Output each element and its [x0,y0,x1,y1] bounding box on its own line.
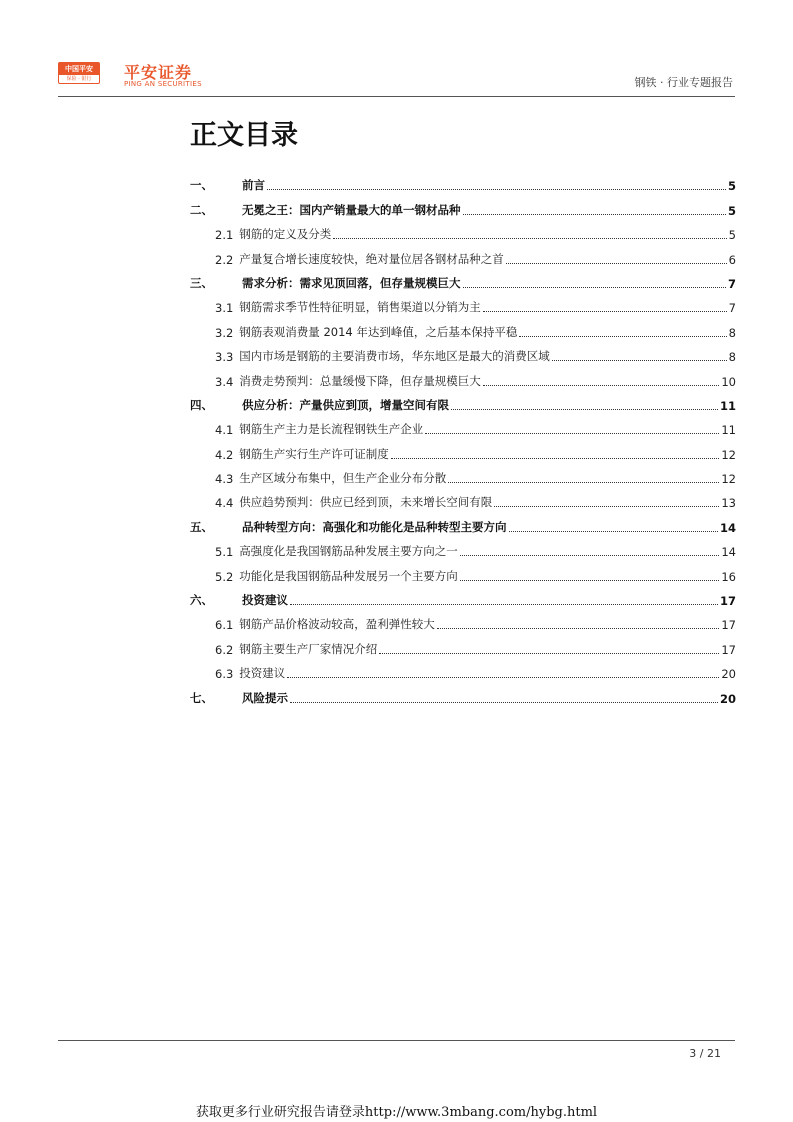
toc-entry-page: 17 [719,594,736,609]
toc-entry-title: 生产区域分布集中，但生产企业分布分散 [239,471,447,486]
toc-entry-page: 5 [727,203,736,218]
toc-leader-dots [483,311,727,312]
toc-entry-number: 五、 [190,519,213,534]
toc-entry-number: 六、 [190,593,213,608]
toc-entry-number: 七、 [190,690,213,705]
toc-entry-page: 11 [721,423,736,438]
toc-leader-dots [460,555,720,556]
toc-entry[interactable] [190,535,736,559]
page-header [58,58,735,96]
toc-entry-number: 3.3 [215,350,234,365]
bottom-promo-note: 获取更多行业研究报告请登录http://www.3mbang.com/hybg.html [195,1105,598,1120]
toc-entry-number: 4.3 [215,472,234,487]
toc-leader-dots [460,580,720,581]
toc-leader-dots [267,189,726,190]
toc-entry-title: 品种转型方向：高强化和功能化是品种转型主要方向 [242,519,507,534]
toc-entry-page: 14 [719,520,736,535]
toc-entry[interactable] [190,681,736,705]
brand-name-cn: 平安证券 [124,63,193,82]
toc-entry-title: 功能化是我国钢筋品种发展另一个主要方向 [239,568,458,583]
toc-entry-title: 投资建议 [239,666,286,681]
toc-entry[interactable] [190,169,736,193]
toc-entry-title: 钢筋产品价格波动较高，盈利弹性较大 [239,617,435,632]
toc-leader-dots [425,433,719,434]
toc-leader-dots [506,263,727,264]
toc-entry-title: 投资建议 [242,593,288,608]
toc-entry-page: 6 [728,252,736,267]
toc-leader-dots [379,653,719,654]
toc-entry-number: 5.1 [215,545,234,560]
toc-entry-title: 消费走势预判：总量缓慢下降，但存量规模巨大 [239,373,481,388]
toc-entry-number: 4.2 [215,447,234,462]
toc-leader-dots [290,604,718,605]
toc-entry-page: 14 [721,545,736,560]
toc-entry-number: 二、 [190,202,213,217]
toc-entry-title: 供应分析：产量供应到顶，增量空间有限 [242,397,449,412]
toc-entry-page: 11 [719,398,736,413]
header-divider [58,96,735,97]
toc-entry[interactable] [190,437,736,461]
toc-entry-page: 20 [721,667,736,682]
toc-entry-number: 6.3 [215,667,234,682]
toc-entry-title: 风险提示 [242,690,288,705]
toc-entry[interactable] [190,608,736,632]
toc-leader-dots [463,214,726,215]
toc-entry-title: 钢筋生产主力是长流程钢铁生产企业 [239,422,424,437]
toc-entry[interactable] [190,291,736,315]
toc-entry-title: 产量复合增长速度较快，绝对量位居各钢材品种之首 [239,251,504,266]
toc-leader-dots [448,482,719,483]
toc-entry-number: 3.4 [215,374,234,389]
toc-leader-dots [290,702,718,703]
toc-entry[interactable] [190,632,736,656]
toc-entry-number: 4.1 [215,423,234,438]
toc-entry-number: 5.2 [215,569,234,584]
ping-an-group-logo [58,62,100,84]
toc-entry-title: 高强度化是我国钢筋品种发展主要方向之一 [239,544,458,559]
page-number: 3 / 21 [689,1047,721,1060]
toc-entry-number: 四、 [190,397,213,412]
brand-name-en: PING AN SECURITIES [124,80,202,88]
footer-divider [58,1040,735,1041]
toc-entry[interactable] [190,462,736,486]
toc-entry-number: 3.1 [215,301,234,316]
toc-leader-dots [287,677,719,678]
toc-leader-dots [483,385,720,386]
toc-entry-number: 2.1 [215,228,234,243]
toc-entry[interactable] [190,242,736,266]
toc-leader-dots [333,238,726,239]
toc-entry[interactable] [190,267,736,291]
toc-entry-title: 钢筋生产实行生产许可证制度 [239,446,389,461]
toc-entry-number: 2.2 [215,252,234,267]
toc-entry-page: 7 [727,276,736,291]
toc-entry[interactable] [190,218,736,242]
toc-entry-number: 4.4 [215,496,234,511]
toc-leader-dots [552,360,727,361]
toc-entry-title: 钢筋的定义及分类 [239,227,332,242]
toc-entry-page: 5 [728,228,736,243]
toc-entry[interactable] [190,486,736,510]
toc-leader-dots [451,409,718,410]
toc-entry-page: 13 [721,496,736,511]
toc-entry-number: 一、 [190,178,213,193]
toc-entry-title: 国内市场是钢筋的主要消费市场，华东地区是最大的消费区域 [239,349,550,364]
report-type-label: 钢铁 · 行业专题报告 [634,76,733,89]
toc-entry-page: 20 [719,691,736,706]
toc-entry-number: 6.1 [215,618,234,633]
toc-entry-title: 需求分析：需求见顶回落，但存量规模巨大 [242,275,461,290]
toc-entry-page: 8 [728,325,736,340]
toc-title: 正文目录 [190,120,298,151]
toc-entry[interactable] [190,340,736,364]
toc-leader-dots [494,506,719,507]
toc-entry-title: 钢筋主要生产厂家情况介绍 [239,641,378,656]
toc-entry-title: 钢筋需求季节性特征明显，销售渠道以分销为主 [239,300,481,315]
toc-entry-page: 10 [721,374,736,389]
toc-entry[interactable] [190,389,736,413]
toc-entry-page: 12 [721,447,736,462]
toc-entry-title: 钢筋表观消费量 2014 年达到峰值，之后基本保持平稳 [239,324,518,339]
toc-entry[interactable] [190,413,736,437]
toc-entry-page: 16 [721,569,736,584]
toc-entry-page: 5 [727,179,736,194]
toc-entry[interactable] [190,364,736,388]
toc-entry[interactable] [190,315,736,339]
toc-leader-dots [519,336,726,337]
toc-entry[interactable] [190,559,736,583]
logo-top-text: 中国平安 [59,63,99,75]
toc-entry-number: 6.2 [215,642,234,657]
toc-entry[interactable] [190,657,736,681]
toc-entry-page: 7 [728,301,736,316]
toc-leader-dots [437,628,720,629]
toc-entry-title: 无冕之王：国内产销量最大的单一钢材品种 [242,202,461,217]
toc-entry[interactable] [190,510,736,534]
logo-bottom-text: 保险 · 银行 [66,76,92,82]
toc-entry-number: 3.2 [215,325,234,340]
toc-leader-dots [463,287,726,288]
toc-entry-page: 17 [721,642,736,657]
toc-entry-page: 17 [721,618,736,633]
toc-entry-title: 前言 [242,178,265,193]
toc-leader-dots [391,458,720,459]
table-of-contents [190,169,736,706]
toc-entry-page: 8 [728,350,736,365]
toc-leader-dots [509,531,718,532]
toc-entry-page: 12 [721,472,736,487]
toc-entry[interactable] [190,193,736,217]
toc-entry[interactable] [190,584,736,608]
toc-entry-number: 三、 [190,275,213,290]
toc-entry-title: 供应趋势预判：供应已经到顶，未来增长空间有限 [239,495,493,510]
